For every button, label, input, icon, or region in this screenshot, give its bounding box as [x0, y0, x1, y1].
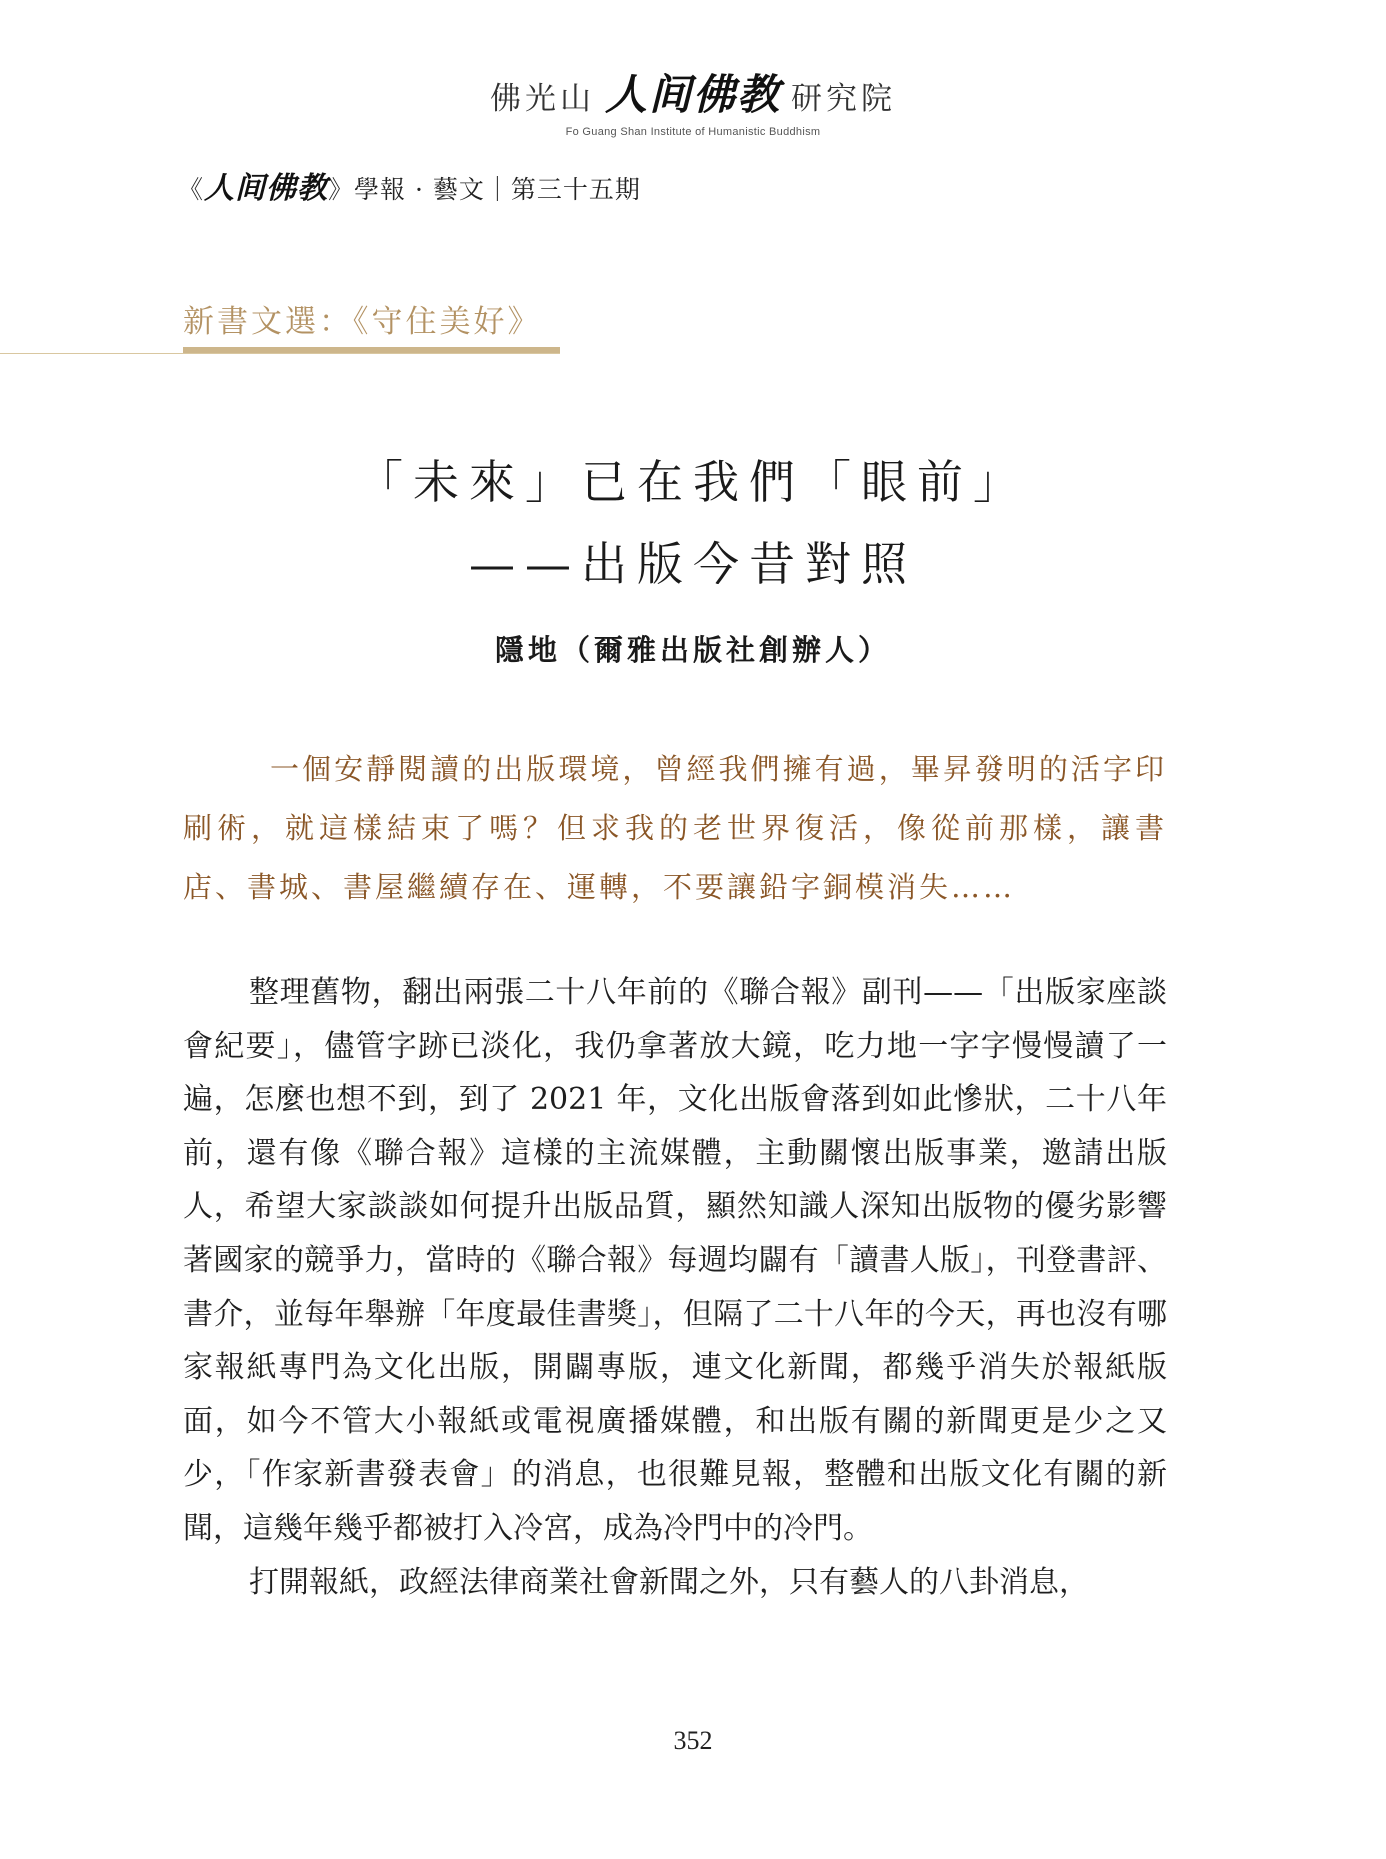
article-subtitle: ——出版今昔對照	[469, 537, 917, 591]
institute-english-name: Fo Guang Shan Institute of Humanistic Buddhism	[565, 126, 821, 138]
article-abstract	[183, 740, 1167, 917]
journal-open-bracket: 《	[178, 175, 205, 204]
institute-name-left: 佛光山	[489, 81, 595, 117]
section-rule	[0, 353, 560, 354]
page-number: 352	[673, 1726, 713, 1755]
body-paragraph-1: 整理舊物，翻出兩張二十八年前的《聯合報》副刊——「出版家座談會紀要」，儘管字跡已淡化，我仍拿著放大鏡，吃力地一字字慢慢讀了一遍，怎麼也想不到，到了 2021 年，文化出版會落到如此慘狀，二十八年前，還有像《聯合報》這樣的主流媒體，主動關懷出版事業，邀請出版人，希望大家談談如何提升出版品質，顯然知識人深知出版物的優劣影響著國家的競爭力，當時的《聯合報》每週均闢有「讀書人版」，刊登書評、書介，並每年舉辦「年度最佳書獎」，但隔了二十八年的今天，再也沒有哪家報紙專門為文化出版，開闢專版，連文化新聞，都幾乎消失於報紙版面，如今不管大小報紙或電視廣播媒體，和出版有關的新聞更是少之又少，「作家新書發表會」的消息，也很難見報，整體和出版文化有關的新聞，這幾年幾乎都被打入冷宮，成為冷門中的冷門。	[183, 975, 1167, 1546]
institute-name	[490, 62, 896, 122]
article-title: 「未來」已在我們「眼前」	[357, 455, 1029, 509]
institute-name-right: 研究院	[791, 81, 896, 117]
article-author: 隱地（爾雅出版社創辦人）	[494, 633, 891, 667]
section-underline	[183, 347, 560, 353]
humanistic-buddhism-logo: 人间佛教	[604, 70, 781, 119]
abstract-paragraph: 一個安靜閱讀的出版環境，曾經我們擁有過，畢昇發明的活字印刷術，就這樣結束了嗎？但求我的老世界復活，像從前那樣，讓書店、書城、書屋繼續存在、運轉，不要讓鉛字銅模消失……	[183, 752, 1167, 904]
journal-running-head	[178, 163, 641, 207]
body-paragraph-2: 打開報紙，政經法律商業社會新聞之外，只有藝人的八卦消息，	[249, 1564, 1089, 1600]
article-body	[183, 966, 1167, 1609]
institute-header	[0, 62, 1386, 138]
section-label: 新書文選：《守住美好》	[183, 304, 542, 340]
journal-logo: 人间佛教	[204, 171, 329, 206]
journal-issue-info: 》學報 · 藝文｜第三十五期	[328, 175, 641, 204]
